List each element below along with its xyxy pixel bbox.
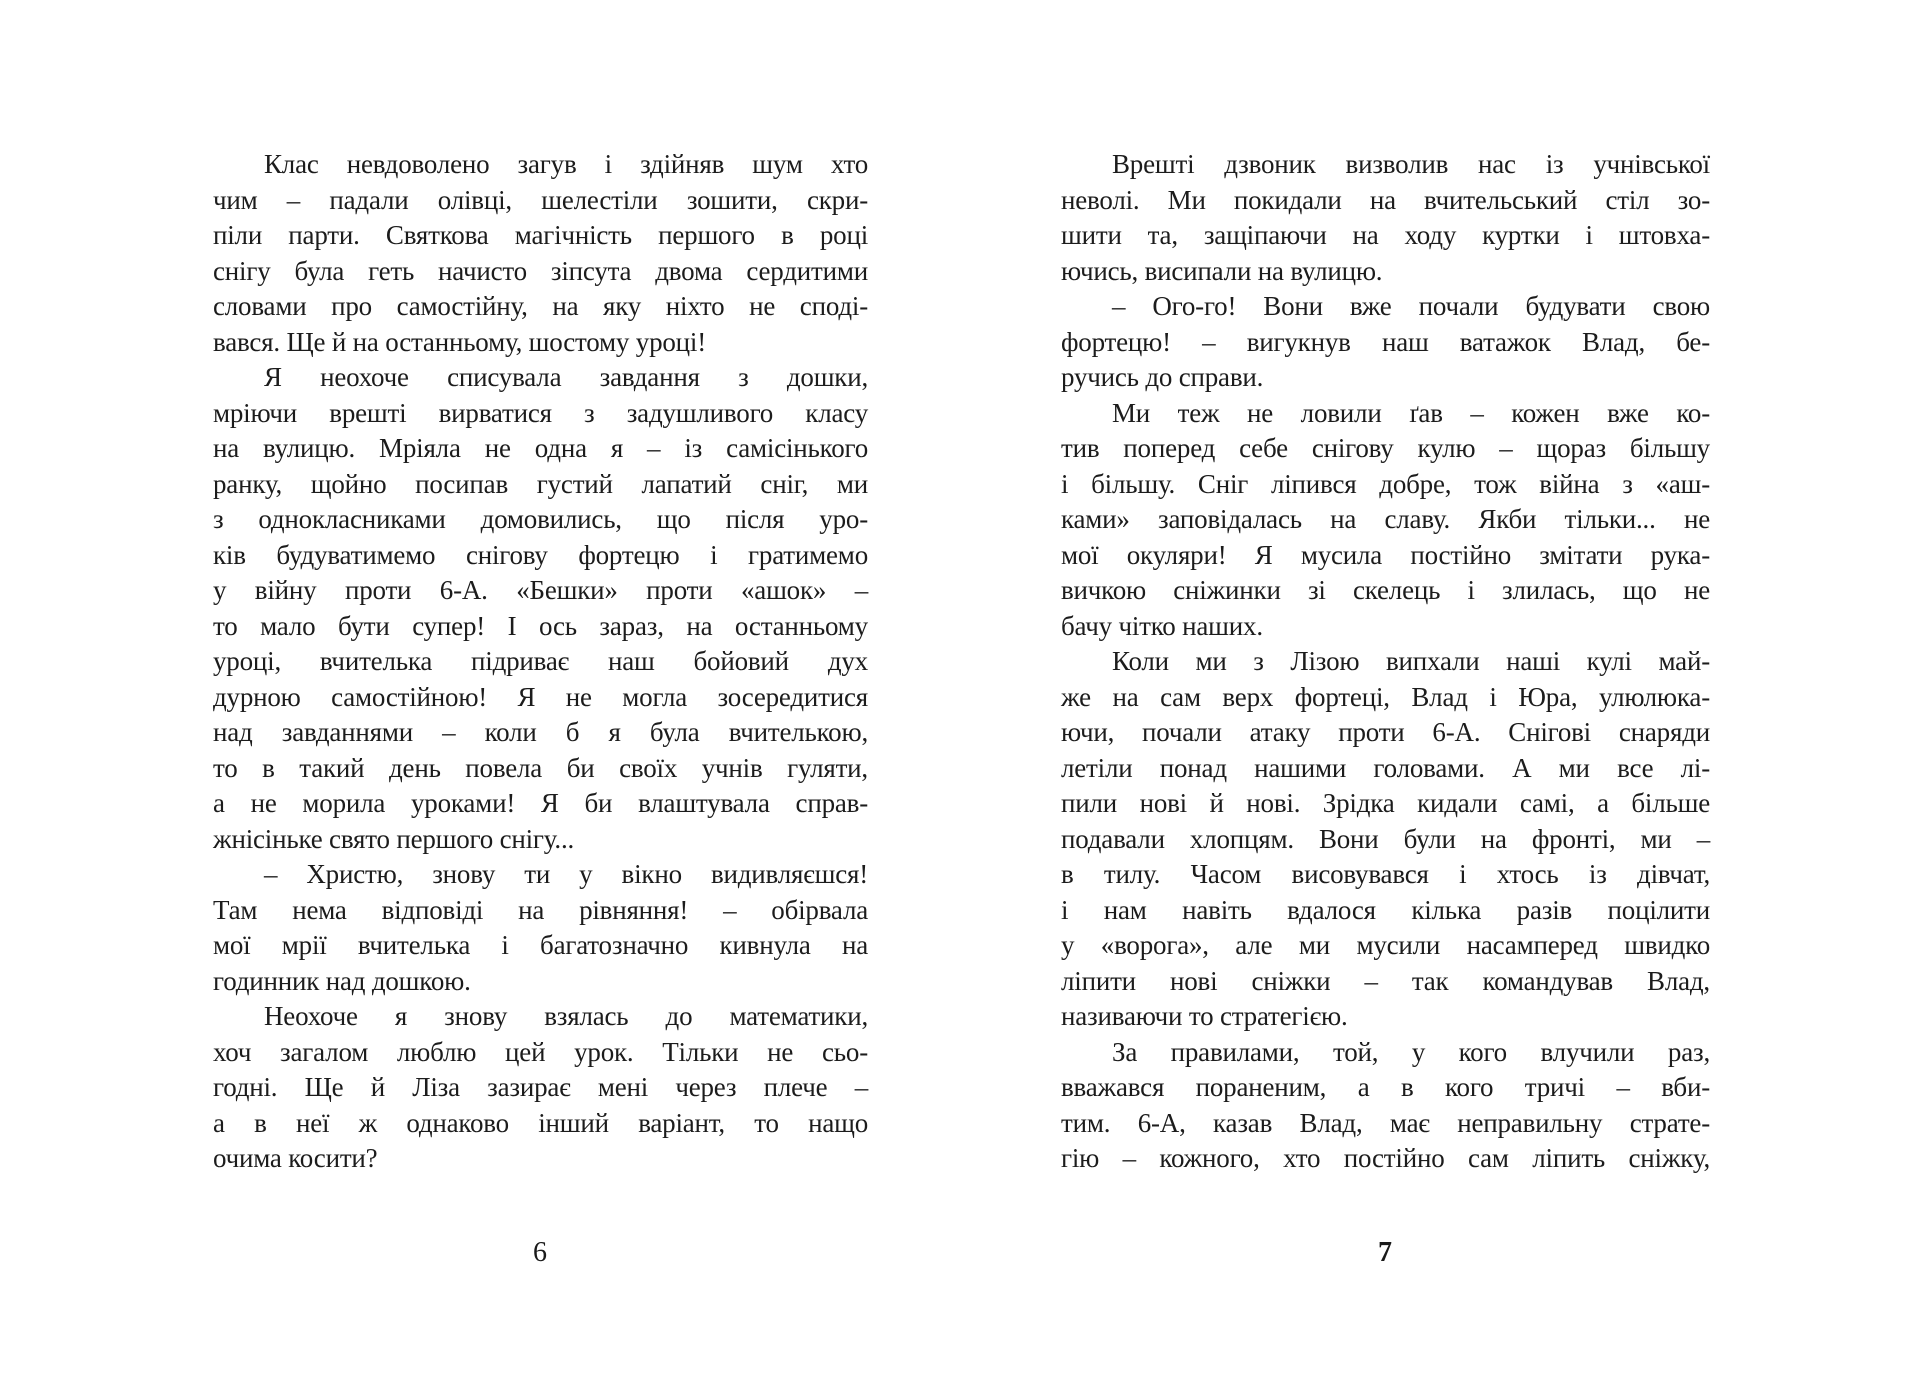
text-line: ючись, висипали на вулицю. bbox=[1061, 255, 1383, 286]
left-page-body-text bbox=[213, 147, 868, 1177]
text-line: годні. Ще й Ліза зазирає мені через плече – bbox=[213, 1072, 868, 1102]
text-line: снігу була геть начисто зіпсута двома сердитими bbox=[213, 255, 868, 286]
text-line: гію – кожного, хто постійно сам ліпить сніжку, bbox=[1061, 1143, 1710, 1173]
text-line: вичкою сніжинки зі скелець і злилась, що не bbox=[1061, 575, 1710, 605]
text-line: чим – падали олівці, шелестіли зошити, скри- bbox=[213, 184, 868, 215]
text-line: тив поперед себе снігову кулю – щораз більшу bbox=[1061, 433, 1710, 463]
text-line: Там нема відповіді на рівняння! – обірвала bbox=[213, 894, 868, 925]
text-line: то мало бути супер! І ось зараз, на останньому bbox=[213, 610, 868, 641]
text-line: і нам навіть вдалося кілька разів поцілити bbox=[1061, 894, 1710, 925]
text-line: дурною самостійною! Я не могла зосередитися bbox=[213, 681, 868, 712]
text-line: Врешті дзвоник визволив нас із учнівської bbox=[1112, 149, 1710, 179]
text-line: уроці, вчителька підриває наш бойовий дух bbox=[213, 646, 868, 676]
text-line: Неохоче я знову взялась до математики, bbox=[264, 1001, 868, 1031]
right-page bbox=[960, 0, 1920, 1387]
text-line: Клас невдоволено загув і здійняв шум хто bbox=[264, 149, 868, 179]
text-line: Ми теж не ловили ґав – кожен вже ко- bbox=[1112, 397, 1710, 428]
text-line: тим. 6-А, казав Влад, має неправильну страте- bbox=[1061, 1107, 1710, 1138]
text-line: ранку, щойно посипав густий лапатий сніг, ми bbox=[213, 468, 868, 499]
text-line: ків будуватимемо снігову фортецю і гратимемо bbox=[213, 539, 868, 570]
text-line: годинник над дошкою. bbox=[213, 965, 471, 996]
text-line: вався. Ще й на останньому, шостому уроці! bbox=[213, 326, 707, 357]
text-line: піли парти. Святкова магічність першого в році bbox=[213, 220, 868, 250]
text-line: – Ого-го! Вони вже почали будувати свою bbox=[1112, 291, 1710, 321]
text-line: хоч загалом люблю цей урок. Тільки не сьо- bbox=[213, 1036, 868, 1067]
text-line: над завданнями – коли б я була вчителькою, bbox=[213, 717, 868, 747]
text-line: то в такий день повела би своїх учнів гуляти, bbox=[213, 752, 868, 783]
text-line: на вулицю. Мріяла не одна я – із самісінького bbox=[213, 433, 868, 463]
text-line: шити та, защіпаючи на ходу куртки і штовха- bbox=[1061, 220, 1710, 250]
text-line: же на сам верх фортеці, Влад і Юра, улюлюка- bbox=[1061, 681, 1710, 712]
right-page-body-text bbox=[1061, 147, 1710, 1177]
text-line: бачу чітко наших. bbox=[1061, 610, 1263, 641]
text-line: у «ворога», але ми мусили насамперед швидко bbox=[1061, 930, 1710, 960]
text-line: подавали хлопцям. Вони були на фронті, ми – bbox=[1061, 823, 1710, 854]
page-number-left: 6 bbox=[533, 1237, 547, 1268]
text-line: ручись до справи. bbox=[1061, 362, 1264, 392]
text-line: вважався пораненим, а в кого тричі – вби- bbox=[1061, 1072, 1710, 1102]
text-line: жнісіньке свято першого снігу... bbox=[213, 823, 575, 854]
text-line: За правилами, той, у кого влучили раз, bbox=[1112, 1036, 1710, 1067]
text-line: з однокласниками домовились, що після уро- bbox=[213, 504, 868, 534]
text-line: ліпити нові сніжки – так командував Влад, bbox=[1061, 965, 1710, 996]
text-line: а не морила уроками! Я би влаштувала справ- bbox=[213, 788, 868, 818]
text-line: фортецю! – вигукнув наш ватажок Влад, бе- bbox=[1061, 326, 1710, 357]
text-line: – Христю, знову ти у вікно видивляєшся! bbox=[264, 859, 868, 889]
text-line: ками» заповідалась на славу. Якби тільки... не bbox=[1061, 504, 1710, 534]
text-line: а в неї ж однаково інший варіант, то нащо bbox=[213, 1107, 868, 1138]
text-line: і більшу. Сніг ліпився добре, тож війна з «аш- bbox=[1061, 468, 1710, 499]
text-line: у війну проти 6-А. «Бешки» проти «ашок» – bbox=[213, 575, 868, 605]
text-line: словами про самостійну, на яку ніхто не споді- bbox=[213, 291, 868, 321]
page-number-right: 7 bbox=[1378, 1237, 1392, 1268]
text-line: неволі. Ми покидали на вчительський стіл зо- bbox=[1061, 184, 1710, 215]
text-line: ючи, почали атаку проти 6-А. Снігові снаряди bbox=[1061, 717, 1710, 747]
text-line: мої окуляри! Я мусила постійно змітати рука- bbox=[1061, 539, 1710, 570]
text-line: пили нові й нові. Зрідка кидали самі, а більше bbox=[1061, 788, 1710, 818]
text-line: Я неохоче списувала завдання з дошки, bbox=[264, 362, 868, 392]
text-line: мріючи врешті вирватися з задушливого класу bbox=[213, 397, 868, 428]
text-line: мої мрії вчителька і багатозначно кивнула на bbox=[213, 930, 868, 960]
text-line: очима косити? bbox=[213, 1143, 378, 1173]
text-line: летіли понад нашими головами. А ми все лі- bbox=[1061, 752, 1710, 783]
text-line: називаючи то стратегією. bbox=[1061, 1001, 1348, 1031]
text-line: в тилу. Часом висовувався і хтось із дівчат, bbox=[1061, 859, 1710, 889]
text-line: Коли ми з Лізою випхали наші кулі май- bbox=[1112, 646, 1710, 676]
